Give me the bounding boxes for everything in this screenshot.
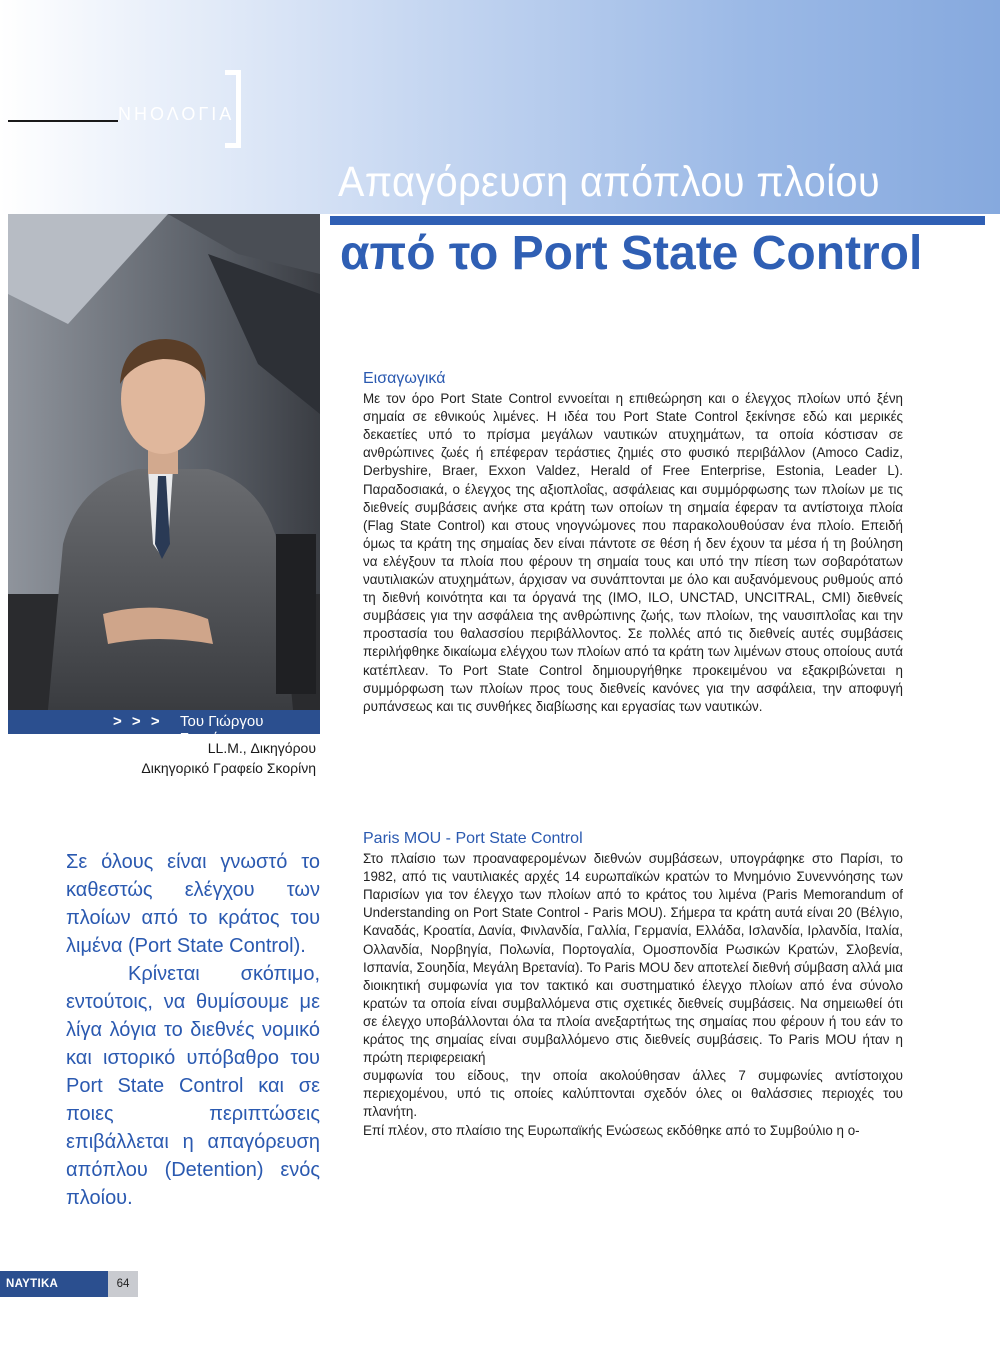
page-footer: [0, 1271, 138, 1316]
paragraph: Με τον όρο Port State Control εννοείται η επιθεώρηση και ο έλεγχος πλοίων υπό ξένη σημαία σε εθνικούς λιμένες. Η ιδέα του Port State Control ξεκίνησε εδώ και μερικές δεκαετίες υπό το πρίσμα μεγάλων ναυτικών ατυχημάτων, τα οποία κόστισαν σε ανθρώπινες ζωές ή επέφεραν τεράστιες ζημιές στο φυσικό περιβάλλον (Amoco Cadiz, Derbyshire, Braer, Exxon Valdez, Herald of Free Enterprise, Estonia, Leader L). Παραδοσιακά, ο έλεγχος της αξιοπλοΐας, ασφάλειας και συμμόρφωσης των πλοίων με τις διεθνείς συμβάσεις ανήκε στα κράτη των οποίων τη σημαία έφεραν τα αντίστοιχα πλοία (Flag State Control) και στους νηογνώμονες που παρακολουθούσαν ένα πλοίο. Επειδή όμως τα κράτη της σημαίας δεν είναι πάντοτε σε θέση ή δεν έχουν τα μέσα ή τη βούληση να ελέγξουν τα πλοία που φέρουν τη σημαία τους και υπό την πίεση των σοβαρότατων ναυτιλιακών ατυχημάτων, άρχισαν να συνάπτονται με όλο και αυξανόμενους ρυθμούς από τη διεθνή κοινότητα και τα όργανά της (IMO, ILO, UNCTAD, UNCITRAL, CMI) διεθνείς συμβάσεις για την ασφάλεια της ανθρώπινης ζωής, των πλοίων, της ναυσιπλοΐας και την προστασία του θαλασσίου περιβάλλοντος. Σε πολλές από τις διεθνείς αυτές συμβάσεις περιλήφθηκε δικαίωμα ελέγχου των πλοίων από τα κράτη των λιμένων στους οποίους αυτά κατέπλεαν. Το Port State Control δημιουργήθηκε προκειμένου να εξακριβώνεται η συμμόρφωση των πλοίων προς τους διεθνείς κανόνες για την ασφάλεια, την αποφυγή ρυπάνσεως και τις συνθήκες διαβίωσης και εργασίας των ναυτικών.: [363, 391, 903, 714]
pull-quote-p2: Κρίνεται σκόπιμο, εντούτοις, να θυμίσουμε με λίγα λόγια το διεθνές νομικό και ιστορικό υπόβαθρο του Port State Control και σε ποιες περιπτώσεις επιβάλλεται η απαγόρευση απόπλου (Detention) ενός πλοίου.: [66, 963, 320, 1209]
section-heading: Εισαγωγικά: [363, 370, 446, 387]
section-heading: Paris MOU - Port State Control: [363, 830, 583, 847]
author-photo: [8, 214, 320, 710]
section-label: ΝΗΟΛΟΓΙΑ: [118, 104, 235, 124]
title-rule: [330, 216, 985, 225]
article-section-intro: [363, 370, 903, 716]
author-caption-bar: [8, 710, 320, 747]
author-byline: Του Γιώργου Σκορίνη: [180, 713, 264, 747]
paragraph: Επί πλέον, στο πλαίσιο της Ευρωπαϊκής Ενώσεως εκδόθηκε από το Συμβούλιο η ο-: [363, 1122, 860, 1138]
arrows-icon: > > >: [113, 713, 163, 730]
article-title-line2: από το Port State Control: [340, 227, 923, 280]
page-number: 64: [108, 1271, 138, 1297]
article-section-paris-mou: [363, 830, 903, 1140]
author-firm: Δικηγορικό Γραφείο Σκορίνη: [141, 760, 316, 776]
pull-quote: [66, 848, 320, 1212]
section-bracket: [225, 70, 241, 148]
paragraph: συμφωνία του είδους, την οποία ακολούθησαν άλλες 7 συμφωνίες αντίστοιχου περιεχομένου, υπό τις οποίες καλύπτονται σχεδόν όλες οι θαλάσσιες περιοχές του πλανήτη.: [363, 1068, 903, 1120]
paragraph: Στο πλαίσιο των προαναφερομένων διεθνών συμβάσεων, υπογράφηκε στο Παρίσι, το 1982, από τις ναυτιλιακές αρχές 14 ευρωπαϊκών κρατών το Μνημόνιο Συνεννόησης των Παρισίων για τον έλεγχο των πλοίων από το κράτος του λιμένα (Paris Memorandum of Understanding on Port State Control - Paris MOU). Σήμερα τα κράτη αυτά είναι 20 (Βέλγιο, Καναδάς, Κροατία, Δανία, Φινλανδία, Γαλλία, Γερμανία, Ελλάδα, Ισλανδία, Ιρλανδία, Ιταλία, Ολλανδία, Νορβηγία, Πολωνία, Πορτογαλία, Ομοσπονδία Ρωσικών Κρατών, Σλοβενία, Ισπανία, Σουηδία, Μεγάλη Βρετανία). Το Paris MOU δεν αποτελεί διεθνή σύμβαση αλλά μια διοικητική συμφωνία για τον τακτικό και συστηματικό έλεγχο πλοίων από ένα σύνολο κρατών τα οποία είναι συμβαλλόμενα στις σχετικές διεθνείς συμβάσεις. Να σημειωθεί ότι σε έλεγχο υποβάλλονται όλα τα πλοία ανεξαρτήτως της σημαίας που φέρουν ή του εάν το κράτος της σημαίας είναι συμβαλλόμενο στις διεθνείς συμβάσεις. Το Paris MOU ήταν η πρώτη περιφερειακή: [363, 851, 903, 1066]
author-credential: LL.M., Δικηγόρου: [207, 740, 316, 756]
article-title-line1: Απαγόρευση απόπλου πλοίου: [338, 158, 881, 206]
magazine-name: ΝΑΥΤΙΚΑ ΧΡΟΝΙΚΑ: [0, 1271, 108, 1297]
pull-quote-p1: Σε όλους είναι γνωστό το καθεστώς ελέγχου των πλοίων από το κράτος του λιμένα (Port State Control).: [66, 851, 320, 957]
section-rule: [8, 120, 118, 122]
